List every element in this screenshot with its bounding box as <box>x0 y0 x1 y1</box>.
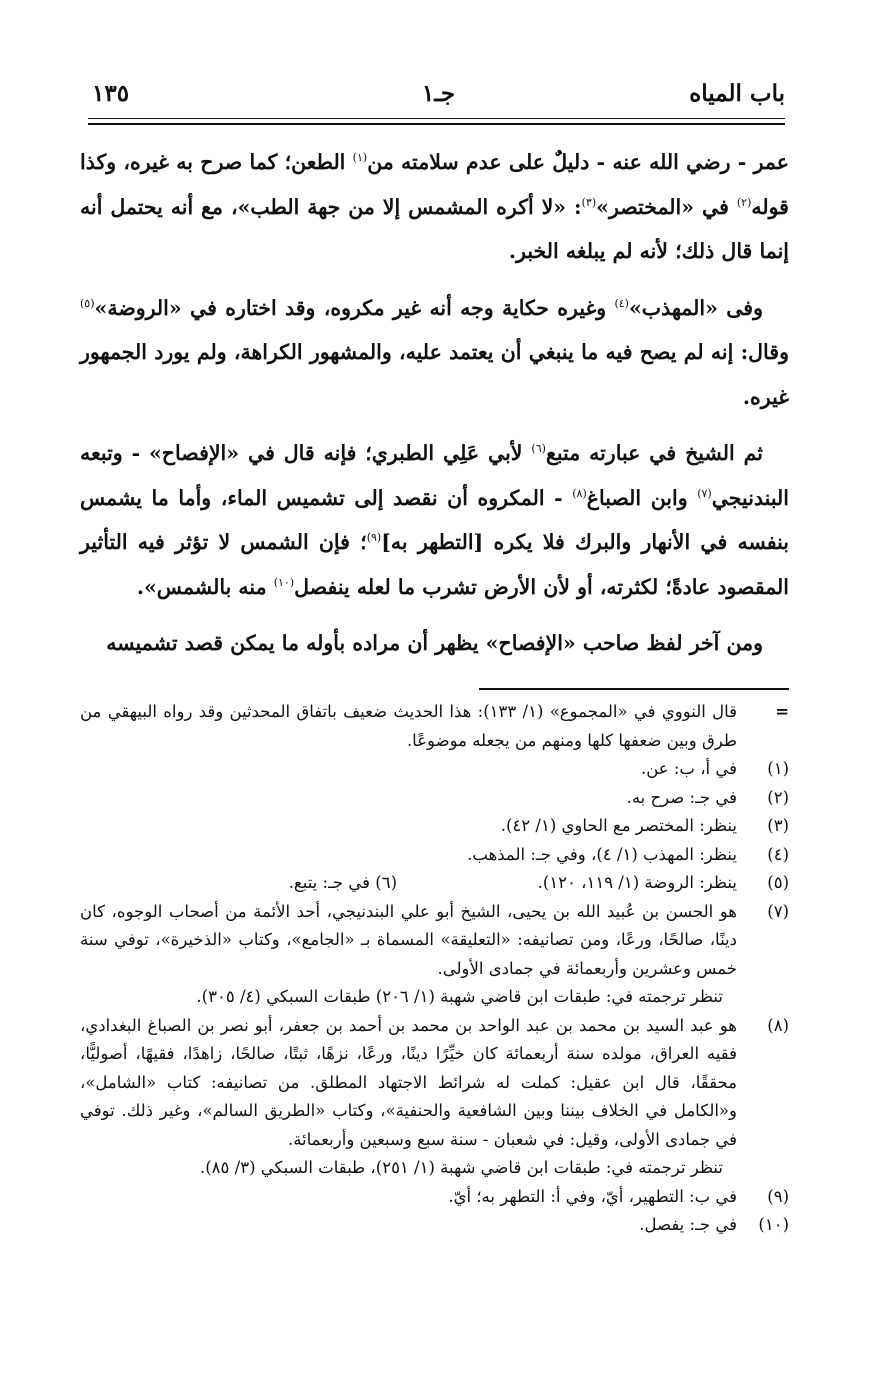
footnote-5-6 <box>80 869 789 898</box>
footnote-marker: (٤) <box>614 296 629 310</box>
footnote-continuation <box>80 698 789 755</box>
footnote-marker: (٢) <box>736 195 752 209</box>
text-run: الطعن؛ كما صرح به غيره، وكذا قوله <box>80 150 789 219</box>
header-rule <box>88 118 785 125</box>
footnote-marker: (١) <box>352 151 368 165</box>
footnote-2 <box>80 784 789 813</box>
footnote-number: (٤) <box>767 844 789 864</box>
footnote-number: (٧) <box>767 901 789 921</box>
footnote-text: في جـ: يتبع. <box>288 873 370 892</box>
footnote-text: في جـ: يفصل. <box>639 1215 737 1234</box>
footnotes <box>80 698 789 1240</box>
footnote-number: (١٠) <box>758 1215 789 1234</box>
text-run: لأبي عَلِي الطبري؛ فإنه قال في «الإفصاح» - وتبعه البندنيجي <box>80 441 789 510</box>
paragraph-1 <box>80 140 789 274</box>
text-run: ثم الشيخ في عبارته متبع <box>545 441 763 465</box>
running-header <box>92 80 785 114</box>
text-run: وقال: إنه لم يصح فيه ما ينبغي أن يعتمد عليه، والمشهور الكراهة، ولم يورد الجمهور غيره. <box>80 340 789 409</box>
footnote-8 <box>80 1012 789 1183</box>
text-run: وابن الصباغ <box>586 485 698 510</box>
footnote-separator <box>479 688 789 690</box>
paragraph-4: ومن آخر لفظ صاحب «الإفصاح» يظهر أن مراده بأوله ما يمكن قصد تشميسه <box>106 631 763 655</box>
footnote-marker: (١٠) <box>273 575 295 589</box>
volume-label: جـ١ <box>421 80 456 107</box>
footnote-text: هو الحسن بن عُبيد الله بن يحيى، الشيخ أبو علي البندنيجي، أحد الأئمة من أصحاب الوجوه، كان دينًا، صالحًا، ورعًا، ومن تصانيفه: «التعليقة» المسماة بـ «الجامع»، وكتاب «الذخيرة»، توفي سنة خمس وعشرين وأربعمائة في جمادى الأولى. <box>80 901 737 978</box>
footnote-marker: (٦) <box>531 442 546 456</box>
footnote-6 <box>289 869 397 898</box>
text-run: عمر - رضي الله عنه - دليلٌ على عدم سلامته من <box>367 150 789 174</box>
main-text <box>80 140 789 678</box>
footnote-number: (٢) <box>767 787 789 807</box>
page-number: ١٣٥ <box>92 80 130 107</box>
chapter-title: باب المياه <box>689 80 785 107</box>
footnote-text: قال النووي في «المجموع» (١/ ١٣٣): هذا الحديث ضعيف باتفاق المحدثين وقد رواه البيهقي من طرق وبين ضعفها كلها ومنهم من يجعله موضوعًا. <box>80 702 738 750</box>
footnote-reference: تنظر ترجمته في: طبقات ابن قاضي شهبة (١/ ٢٥١)، طبقات السبكي (٣/ ٨٥). <box>199 1158 723 1177</box>
footnote-marker: (٣) <box>581 195 597 209</box>
footnote-marker: (٥) <box>80 296 95 310</box>
text-run: منه بالشمس». <box>136 574 274 599</box>
footnote-marker: (٩) <box>366 531 382 545</box>
text-run: وغيره حكاية وجه أنه غير مكروه، وقد اختاره في «الروضة» <box>94 295 615 320</box>
footnote-3 <box>80 812 789 841</box>
text-run: : «لا أكره المشمس إلا من جهة الطب»، مع أنه يحتمل أنه إنما قال ذلك؛ لأنه لم يبلغه الخبر. <box>80 194 789 263</box>
footnote-marker: (٧) <box>697 486 712 500</box>
text-run: في «المختصر» <box>596 194 737 219</box>
footnote-number: = <box>775 702 789 721</box>
footnote-number: (٣) <box>767 816 789 835</box>
footnote-4 <box>80 841 789 870</box>
footnote-number: (٦) <box>375 873 397 892</box>
footnote-7 <box>80 898 789 1012</box>
text-run: وفى «المهذب» <box>628 295 763 320</box>
text-run: ؛ فإن الشمس لا تؤثر فيه التأثير المقصود عادةً؛ لكثرته، أو لأن الأرض تشرب ما لعله ينفصل <box>80 530 789 599</box>
footnote-text: هو عبد السيد بن محمد بن عبد الواحد بن محمد بن أحمد بن جعفر، أبو نصر بن الصباغ البغدادي، فقيه العراق، مولده سنة أربعمائة كان خيِّرًا دينًا، ورعًا، نزهًا، ثبتًا، صالحًا، زاهدًا، فقيهًا، أصوليًّا، محققًا، قال ابن عقيل: كملت له شرائط الاجتهاد المطلق. من تصانيفه: كتاب «الشامل»، و«الكامل في الخلاف بيننا وبين الشافعية والحنفية»، وكتاب «الطريق السالم»، وغير ذلك. توفي في جمادى الأولى، وقيل: في شعبان - سنة سبع وسبعين وأربعمائة. <box>80 1015 737 1149</box>
footnote-marker: (٨) <box>572 486 587 500</box>
footnote-text: في أ، ب: عن. <box>640 759 737 778</box>
footnote-10 <box>80 1211 789 1240</box>
footnote-text: ينظر: المختصر مع الحاوي (١/ ٤٢). <box>500 816 737 835</box>
footnote-9 <box>80 1183 789 1212</box>
paragraph-3 <box>80 431 789 609</box>
footnote-text: ينظر: الروضة (١/ ١١٩، ١٢٠). <box>537 873 737 892</box>
footnote-text: في جـ: صرح به. <box>626 787 737 807</box>
footnote-number: (٨) <box>767 1015 789 1035</box>
footnote-1 <box>80 755 789 784</box>
text-run: - المكروه أن نقصد إلى تشميس الماء، وأما ما يشمس بنفسه في الأنهار والبرك فلا يكره [التطهر به] <box>80 485 789 554</box>
footnote-number: (١) <box>767 759 789 778</box>
footnote-reference: تنظر ترجمته في: طبقات ابن قاضي شهبة (١/ ٢٠٦) طبقات السبكي (٤/ ٣٠٥). <box>196 987 723 1006</box>
footnote-text: ينظر: المهذب (١/ ٤)، وفي جـ: المذهب. <box>467 844 737 864</box>
footnote-text: في ب: التطهير، أيّ، وفي أ: التطهر به؛ أيّ. <box>448 1186 737 1206</box>
paragraph-2 <box>80 286 789 420</box>
footnote-number: (٩) <box>767 1186 789 1206</box>
footnote-number: (٥) <box>767 873 789 892</box>
